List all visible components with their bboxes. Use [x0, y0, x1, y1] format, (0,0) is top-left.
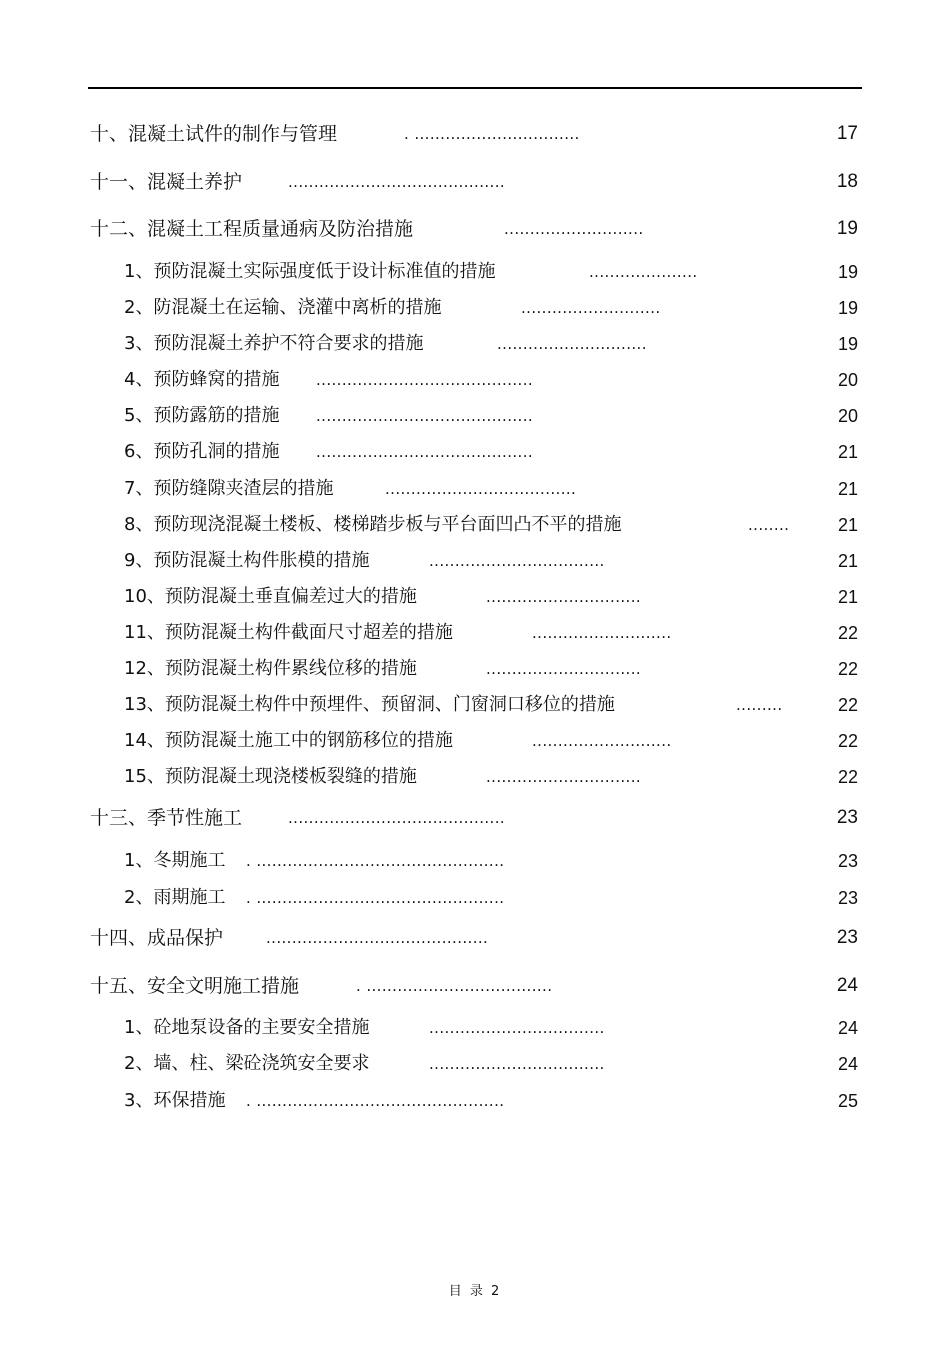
- toc-entry-title: 15、预防混凝土现浇楼板裂缝的措施: [124, 766, 417, 787]
- toc-entry-title: 十四、成品保护: [90, 927, 224, 949]
- toc-leader-dots: ..........................................: [288, 173, 506, 191]
- toc-entry-title: 11、预防混凝土构件截面尺寸超差的措施: [124, 622, 453, 643]
- toc-entry[interactable]: [0, 883, 950, 913]
- toc-leader-dots: ..........................................: [316, 443, 534, 461]
- toc-entry[interactable]: [0, 401, 950, 431]
- toc-entry-title: 10、预防混凝土垂直偏差过大的措施: [124, 586, 417, 607]
- toc-page-number: 25: [837, 1091, 858, 1111]
- toc-page-number: 22: [837, 695, 858, 715]
- toc-entry[interactable]: [0, 803, 950, 833]
- toc-entry-title: 13、预防混凝土构件中预埋件、预留洞、门窗洞口移位的措施: [124, 694, 615, 715]
- toc-entry-title: 6、预防孔洞的措施: [124, 441, 280, 462]
- toc-entry-title: 14、预防混凝土施工中的钢筋移位的措施: [124, 730, 453, 751]
- toc-page-number: 18: [836, 171, 858, 192]
- toc-page-number: 24: [836, 975, 858, 996]
- toc-leader-dots: . ....................................: [356, 977, 553, 995]
- toc-page-number: 21: [837, 587, 858, 607]
- toc-page-number: 17: [836, 123, 858, 144]
- toc-entry[interactable]: [0, 971, 950, 1001]
- toc-entry-title: 2、墙、柱、梁砼浇筑安全要求: [124, 1053, 370, 1074]
- toc-entry-title: 9、预防混凝土构件胀模的措施: [124, 550, 370, 571]
- toc-leader-dots: ..........................................: [316, 407, 534, 425]
- toc-leader-dots: ..........................................: [288, 809, 506, 827]
- toc-page-number: 24: [837, 1054, 858, 1074]
- toc-page-number: 23: [837, 851, 858, 871]
- toc-leader-dots: ..............................: [486, 660, 642, 678]
- toc-leader-dots: ..................................: [429, 1055, 605, 1073]
- toc-entry[interactable]: [0, 846, 950, 876]
- toc-entry-title: 十五、安全文明施工措施: [90, 975, 300, 997]
- toc-entry[interactable]: [0, 1049, 950, 1079]
- toc-page-number: 20: [837, 406, 858, 426]
- toc-entry-title: 十三、季节性施工: [90, 807, 243, 829]
- toc-entry-title: 3、预防混凝土养护不符合要求的措施: [124, 333, 424, 354]
- toc-page-number: 23: [837, 888, 858, 908]
- toc-page-number: 21: [837, 551, 858, 571]
- toc-page-number: 23: [836, 807, 858, 828]
- toc-page-number: 22: [837, 767, 858, 787]
- toc-leader-dots: . ................................................: [246, 1092, 505, 1110]
- page-footer: [0, 1280, 950, 1299]
- toc-leader-dots: ...........................: [532, 732, 672, 750]
- toc-entry-title: 8、预防现浇混凝土楼板、楼梯踏步板与平台面凹凸不平的措施: [124, 514, 622, 535]
- toc-entry-title: 4、预防蜂窝的措施: [124, 369, 280, 390]
- toc-leader-dots: ........: [748, 516, 790, 534]
- toc-entry-title: 1、预防混凝土实际强度低于设计标准值的措施: [124, 261, 496, 282]
- toc-entry-title: 十、混凝土试件的制作与管理: [90, 123, 338, 145]
- toc-entry-title: 7、预防缝隙夹渣层的措施: [124, 478, 334, 499]
- toc-page-number: 23: [836, 927, 858, 948]
- toc-page-number: 24: [837, 1018, 858, 1038]
- toc-leader-dots: ..................................: [429, 1019, 605, 1037]
- toc-entry[interactable]: [0, 654, 950, 684]
- toc-leader-dots: ...........................: [532, 624, 672, 642]
- toc-entry[interactable]: [0, 618, 950, 648]
- toc-leader-dots: ...........................: [504, 220, 644, 238]
- toc-entry-title: 12、预防混凝土构件累线位移的措施: [124, 658, 417, 679]
- toc-page-number: 19: [836, 218, 858, 239]
- toc-leader-dots: ..................................: [429, 552, 605, 570]
- toc-entry[interactable]: [0, 762, 950, 792]
- toc-entry[interactable]: [0, 257, 950, 287]
- toc-entry-title: 2、雨期施工: [124, 887, 226, 908]
- toc-page-number: 19: [837, 298, 858, 318]
- footer-page-number: 2: [491, 1284, 502, 1299]
- toc-entry[interactable]: [0, 726, 950, 756]
- toc-leader-dots: . ................................................: [246, 889, 505, 907]
- toc-page-number: 20: [837, 370, 858, 390]
- header-rule: [88, 87, 862, 89]
- toc-page-number: 22: [837, 623, 858, 643]
- toc-leader-dots: . ................................: [404, 125, 580, 143]
- toc-leader-dots: . ................................................: [246, 852, 505, 870]
- toc-leader-dots: ..........................................: [316, 371, 534, 389]
- toc-entry-title: 5、预防露筋的措施: [124, 405, 280, 426]
- toc-entry-title: 1、冬期施工: [124, 850, 226, 871]
- toc-leader-dots: .....................: [589, 263, 698, 281]
- toc-entry-title: 十二、混凝土工程质量通病及防治措施: [90, 218, 414, 240]
- toc-entry[interactable]: [0, 293, 950, 323]
- toc-entry[interactable]: [0, 167, 950, 197]
- toc-leader-dots: ..............................: [486, 768, 642, 786]
- toc-leader-dots: .........: [736, 696, 783, 714]
- toc-entry[interactable]: [0, 474, 950, 504]
- toc-page-number: 19: [837, 262, 858, 282]
- toc-leader-dots: ..............................: [486, 588, 642, 606]
- toc-page-number: 21: [837, 442, 858, 462]
- toc-leader-dots: ...........................: [521, 299, 661, 317]
- toc-entry[interactable]: [0, 582, 950, 612]
- toc-entry[interactable]: [0, 119, 950, 149]
- toc-entry[interactable]: [0, 437, 950, 467]
- toc-entry[interactable]: [0, 329, 950, 359]
- toc-entry-title: 十一、混凝土养护: [90, 171, 243, 193]
- toc-page-number: 19: [837, 334, 858, 354]
- footer-label: 目 录: [448, 1284, 485, 1299]
- toc-entry-title: 1、砼地泵设备的主要安全措施: [124, 1017, 370, 1038]
- toc-entry[interactable]: [0, 1086, 950, 1116]
- toc-entry[interactable]: [0, 690, 950, 720]
- toc-entry[interactable]: [0, 546, 950, 576]
- toc-leader-dots: .....................................: [385, 480, 577, 498]
- toc-page-number: 21: [837, 479, 858, 499]
- toc-leader-dots: .............................: [497, 335, 647, 353]
- toc-entry-title: 3、环保措施: [124, 1090, 226, 1111]
- toc-entry-title: 2、防混凝土在运输、浇灌中离析的措施: [124, 297, 442, 318]
- toc-entry[interactable]: [0, 923, 950, 953]
- toc-entry[interactable]: [0, 510, 950, 540]
- toc-page-number: 22: [837, 659, 858, 679]
- toc-leader-dots: ...........................................: [266, 929, 489, 947]
- toc-entry[interactable]: [0, 365, 950, 395]
- toc-page-number: 22: [837, 731, 858, 751]
- toc-entry[interactable]: [0, 1013, 950, 1043]
- toc-entry[interactable]: [0, 214, 950, 244]
- toc-page-number: 21: [837, 515, 858, 535]
